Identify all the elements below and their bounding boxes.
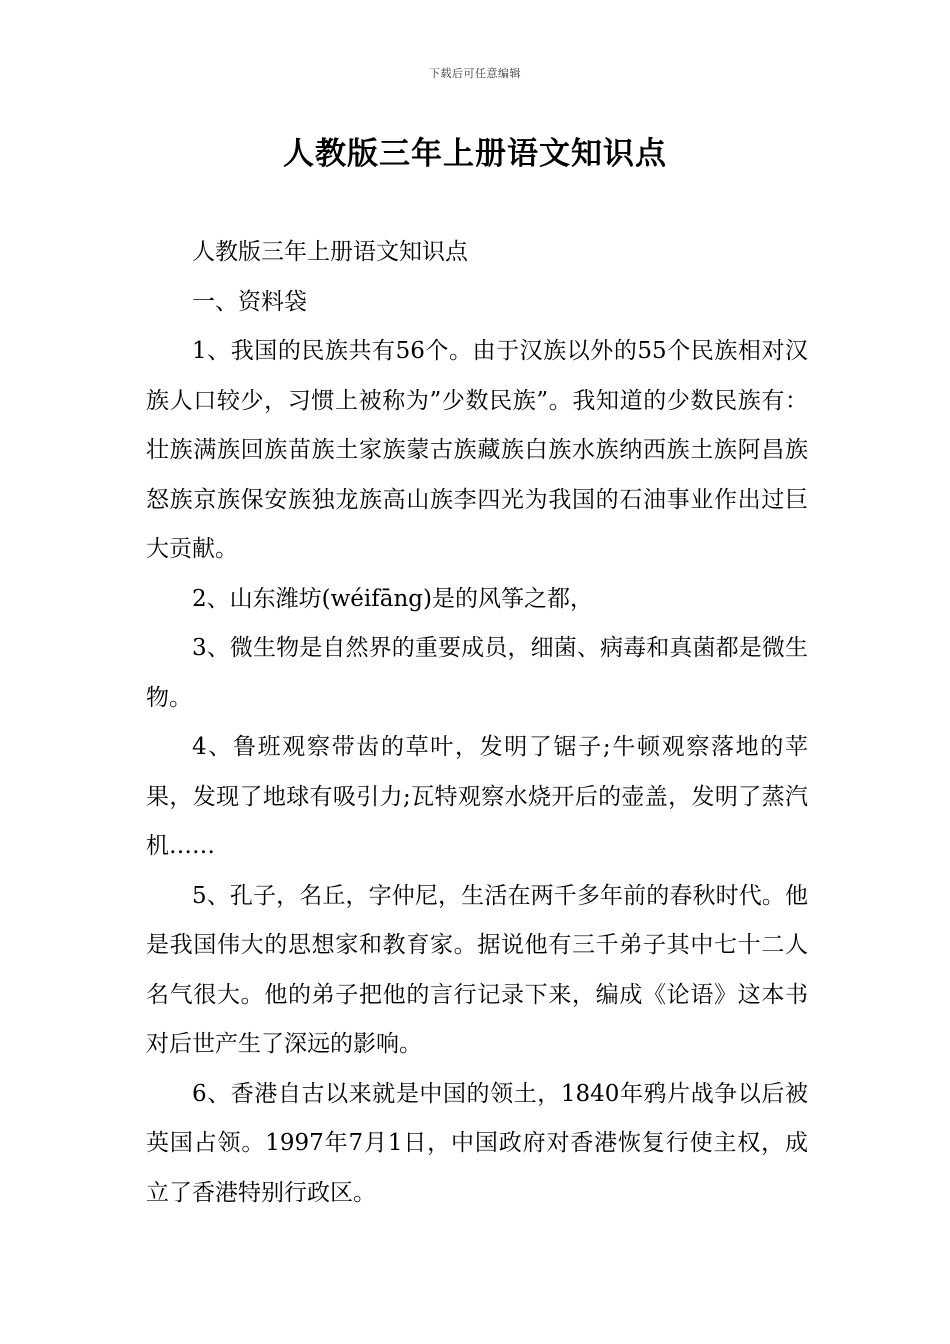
- paragraph-item-2: 2、山东潍坊(wéifāng)是的风筝之都，: [192, 585, 593, 612]
- paragraph-item-6: 6、香港自古以来就是中国的领土，1840年鸦片战争以后被英国占领。1997年7月1日，中国政府对香港恢复行使主权，成立了香港特别行政区。: [146, 1080, 808, 1206]
- document-title: 人教版三年上册语文知识点: [283, 136, 667, 172]
- paragraph-item-1: 1、我国的民族共有56个。由于汉族以外的55个民族相对汉族人口较少，习惯上被称为”少数民族”。我知道的少数民族有：壮族满族回族苗族土家族蒙古族藏族白族水族纳西族土族阿昌族怒族京族保安族独龙族高山族李四光为我国的石油事业作出过巨大贡献。: [146, 338, 808, 562]
- paragraph-item-4: 4、鲁班观察带齿的草叶，发明了锯子;牛顿观察落地的苹果，发现了地球有吸引力;瓦特观察水烧开后的壶盖，发明了蒸汽机……: [146, 734, 808, 859]
- header-note: 下载后可任意编辑: [429, 67, 521, 80]
- paragraph-item-3: 3、微生物是自然界的重要成员，细菌、病毒和真菌都是微生物。: [146, 635, 808, 711]
- document-body: [146, 228, 808, 1218]
- paragraph-section-heading: 一、资料袋: [192, 288, 307, 315]
- paragraph-subtitle: 人教版三年上册语文知识点: [192, 239, 468, 265]
- paragraph-item-5: 5、孔子，名丘，字仲尼，生活在两千多年前的春秋时代。他是我国伟大的思想家和教育家。据说他有三千弟子其中七十二人名气很大。他的弟子把他的言行记录下来，编成《论语》这本书对后世产生了深远的影响。: [146, 882, 808, 1057]
